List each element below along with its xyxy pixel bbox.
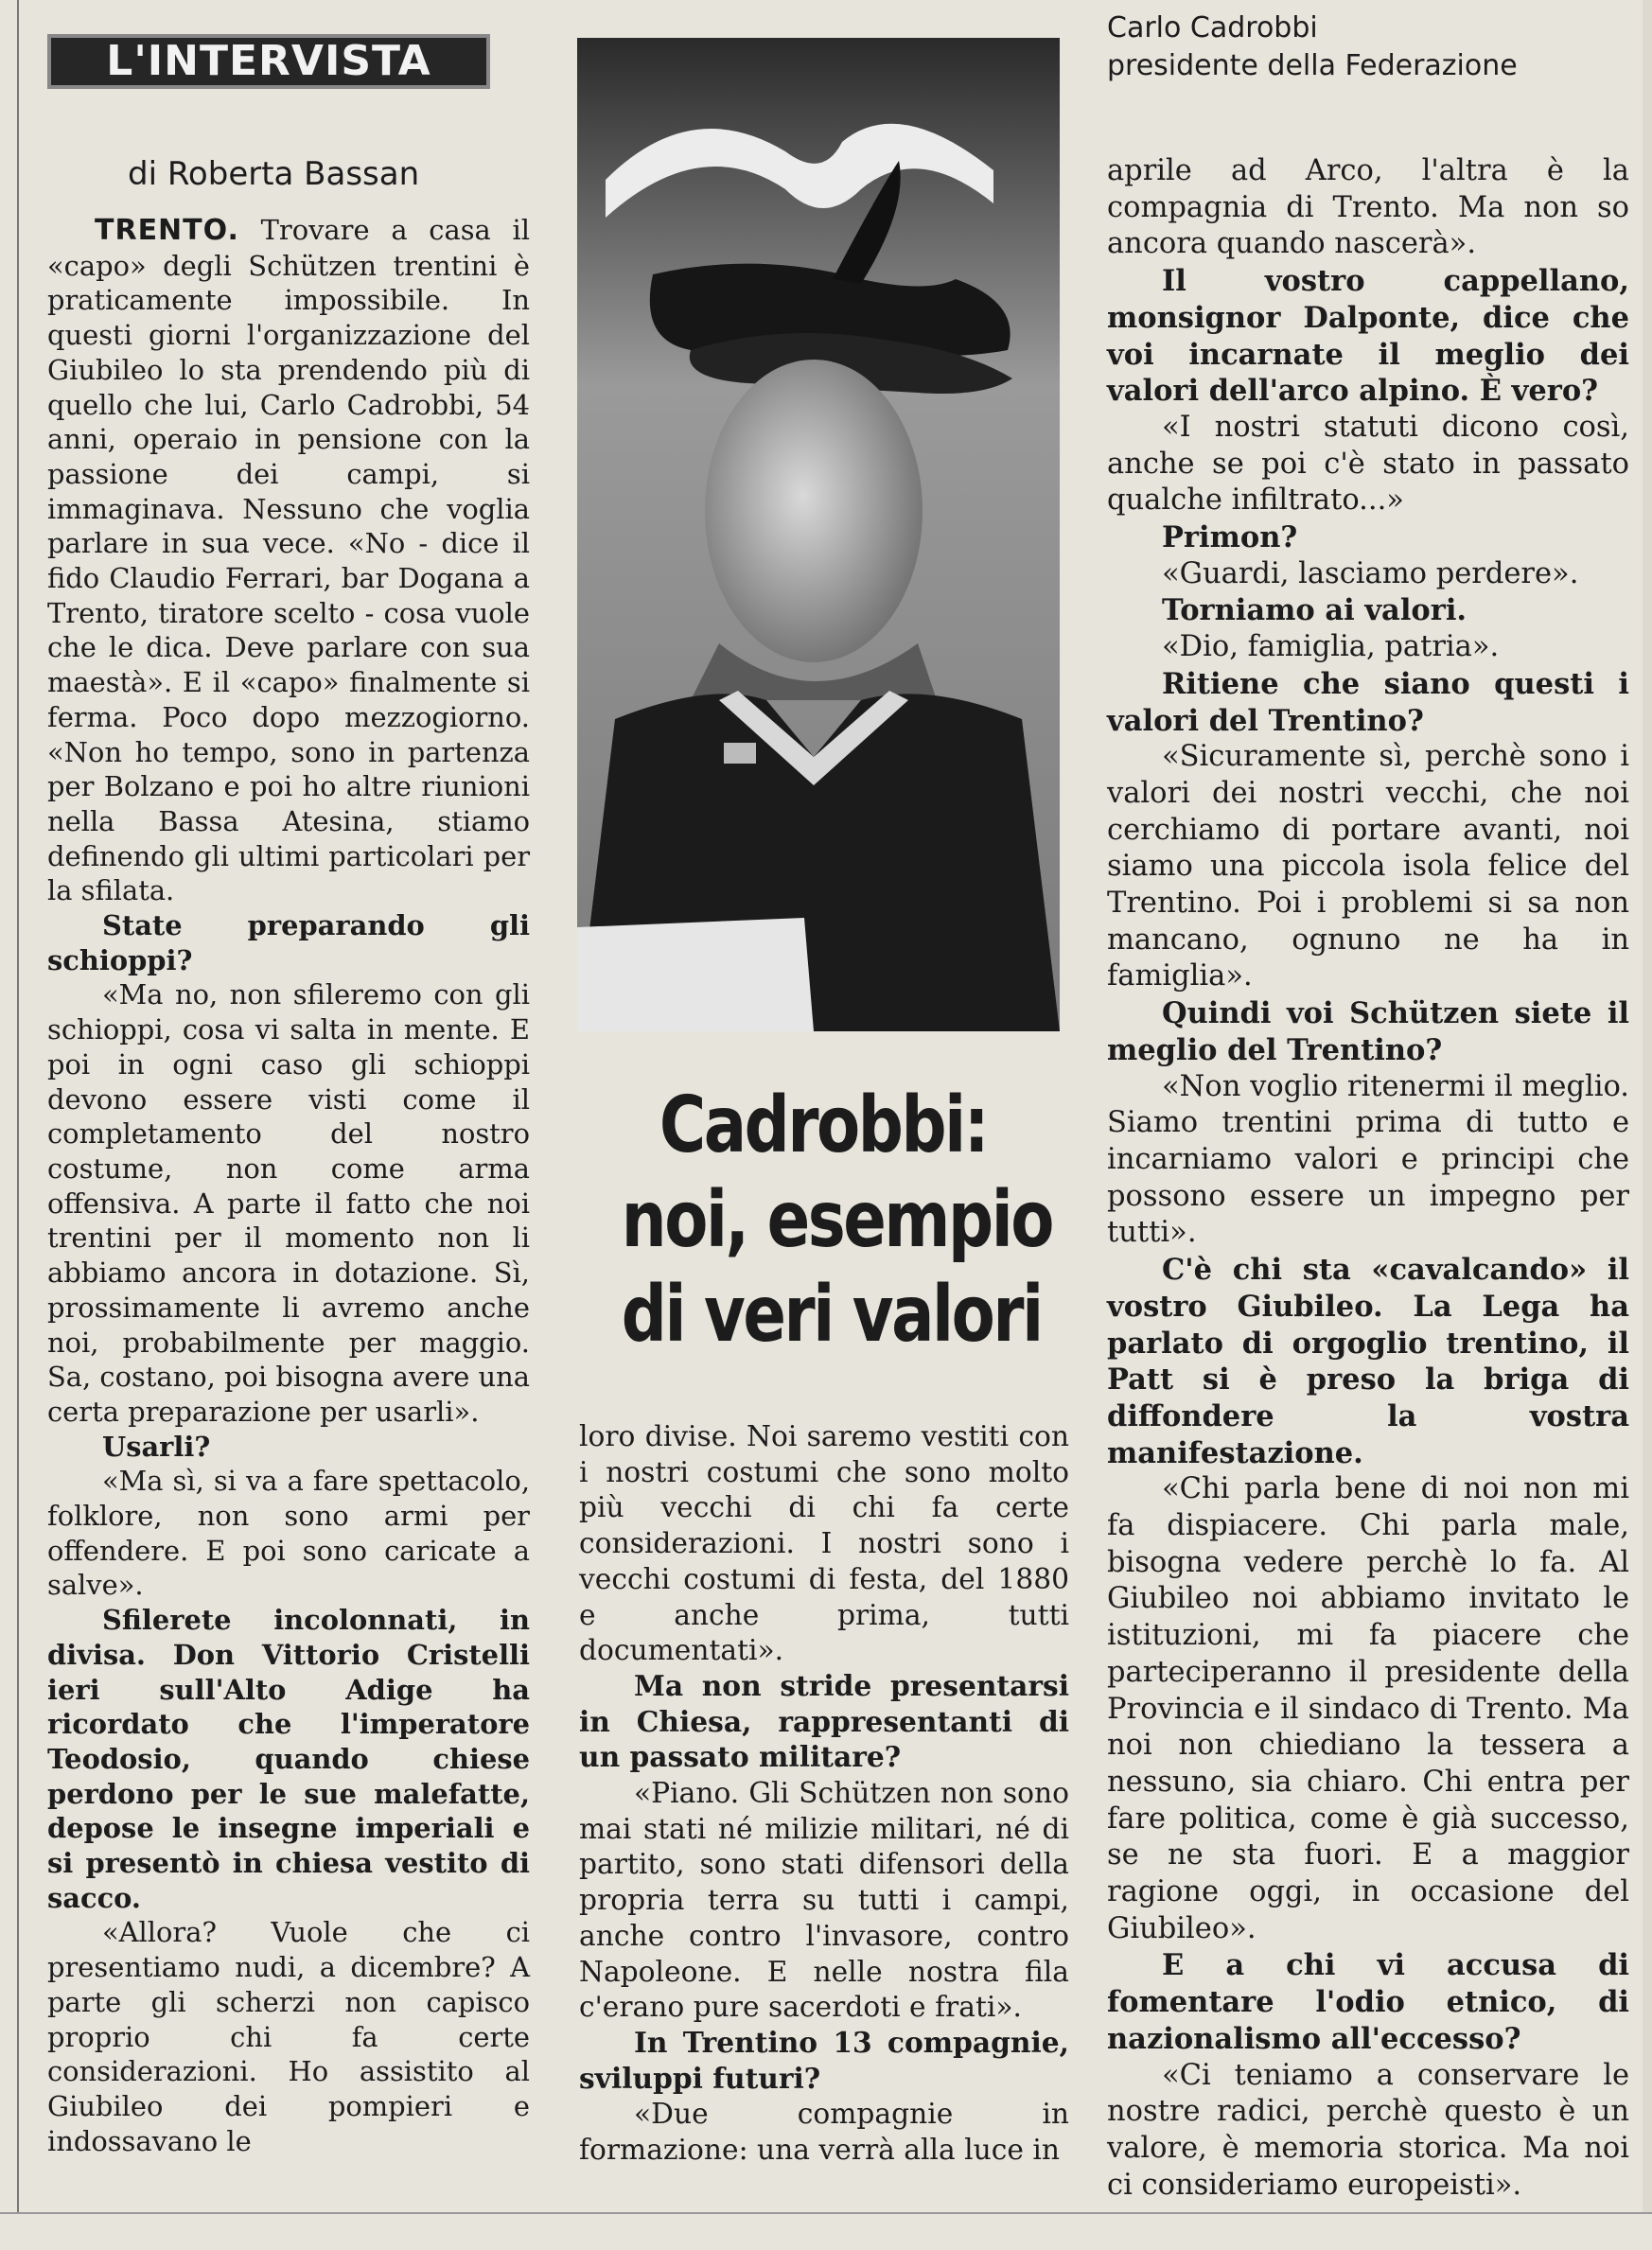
caption-name: Carlo Cadrobbi	[1107, 11, 1318, 44]
answer: «Ma no, non sfileremo con gli schioppi, cosa vi salta in mente. E poi in ogni caso gli schioppi devono essere visti come il completamento del nostro costume, non come arma offensiva. A parte il fatto che noi trentini per il momento non li abbiamo ancora in dotazione. Sì, prossimamente li avremo anche noi, probabilmente per maggio. Sa, costano, poi bisogna avere una certa preparazione per usarli».	[47, 978, 530, 1428]
article-column-2	[579, 1419, 1069, 2169]
dateline: TRENTO.	[95, 214, 239, 247]
question: Ritiene che siano questi i valori del Trentino?	[1107, 666, 1629, 738]
answer: «Ci teniamo a conservare le nostre radici, perchè questo è un valore, è memoria storica. Ma noi ci consideriamo europeisti».	[1107, 2058, 1629, 2202]
question: Il vostro cappellano, monsignor Dalponte, dice che voi incarnate il meglio dei valori dell'arco alpino. È vero?	[1107, 264, 1629, 409]
article-column-3	[1107, 153, 1629, 2204]
lead-text: Trovare a casa il «capo» degli Schützen trentini è praticamente impossibile. In questi giorni l'organizzazione del Giubileo lo sta prendendo più di quello che lui, Carlo Cadrobbi, 54 anni, operaio in pensione con la passione dei campi, si immaginava. Nessuno che voglia parlare in sua vece. «No - dice il fido Claudio Ferrari, bar Dogana a Trento, tiratore scelto - cosa vuole che le dica. Deve parlare con sua maestà». E il «capo» finalmente si ferma. Poco dopo mezzogiorno. «Non ho tempo, sono in partenza per Bolzano e poi ho altre riunioni nella Bassa Atesina, stiamo definendo gli ultimi particolari per la sfilata.	[47, 214, 531, 907]
answer: «Due compagnie in formazione: una verrà alla luce in	[579, 2098, 1069, 2168]
portrait-photo	[577, 38, 1060, 1031]
next-article-strip	[0, 2212, 1652, 2250]
answer: «Guardi, lasciamo perdere».	[1162, 556, 1579, 590]
answer: «Non voglio ritenermi il meglio. Siamo trentini prima di tutto e incarniamo valori e principi che possono essere un impegno per tutti».	[1107, 1069, 1629, 1250]
headline	[621, 1079, 1053, 1362]
question: Usarli?	[102, 1430, 211, 1463]
article-column-1	[47, 213, 530, 2158]
headline-line-2: noi, esempio	[621, 1175, 1053, 1265]
portrait-illustration	[577, 38, 1060, 1031]
adjacent-column-edge	[0, 0, 19, 2248]
answer-continued: aprile ad Arco, l'altra è la compagnia di Trento. Ma non so ancora quando nascerà».	[1107, 154, 1629, 261]
caption-role: presidente della Federazione	[1107, 49, 1518, 82]
question: Primon?	[1162, 520, 1298, 555]
question: C'è chi sta «cavalcando» il vostro Giubileo. La Lega ha parlato di orgoglio trentino, il Patt si è preso la briga di diffondere la vostra manifestazione.	[1107, 1253, 1629, 1470]
answer: «Chi parla bene di noi non mi fa dispiacere. Chi parla male, bisogna vedere perchè lo fa. Al Giubileo noi abbiamo invitato le istituzioni, mi fa piacere che parteciperanno il presidente della Provincia e il sindaco di Trento. Ma noi non chiediano la tessera a nessuno, sia chiaro. Chi entra per fare politica, come è già successo, se ne sta fuori. E a maggior ragione oggi, in occasione del Giubileo».	[1107, 1472, 1629, 1945]
answer-continued: loro divise. Noi saremo vestiti con i nostri costumi che sono molto più vecchi di chi fa certe considerazioni. I nostri sono i vecchi costumi di festa, del 1880 e anche prima, tutti documentati».	[579, 1420, 1069, 1668]
page-right-edge	[1643, 0, 1652, 2248]
question: Torniamo ai valori.	[1162, 593, 1467, 628]
answer: «Allora? Vuole che ci presentiamo nudi, a dicembre? A parte gli scherzi non capisco proprio chi fa certe considerazioni. Ho assistito al Giubileo dei pompieri e indossavano le	[47, 1916, 530, 2157]
answer: «I nostri statuti dicono così, anche se poi c'è stato in passato qualche infiltrato...»	[1107, 410, 1629, 518]
question: Sfilerete incolonnati, in divisa. Don Vittorio Cristelli ieri sull'Alto Adige ha ricordato che l'imperatore Teodosio, quando chiese perdono per le sue malefatte, depose le insegne imperiali e si presentò in chiesa vestito di sacco.	[47, 1604, 530, 1914]
headline-line-3: di veri valori	[621, 1270, 1042, 1360]
lead-paragraph	[47, 213, 530, 908]
photo-caption	[1107, 9, 1637, 85]
question: In Trentino 13 compagnie, sviluppi futuri?	[579, 2026, 1069, 2096]
question: Ma non stride presentarsi in Chiesa, rappresentanti di un passato militare?	[579, 1669, 1069, 1775]
answer: «Dio, famiglia, patria».	[1162, 630, 1500, 664]
question: Quindi voi Schützen siete il meglio del Trentino?	[1107, 996, 1629, 1067]
byline: di Roberta Bassan	[128, 155, 420, 193]
section-tag: L'INTERVISTA	[47, 34, 490, 89]
headline-line-1: Cadrobbi:	[659, 1081, 988, 1170]
question: E a chi vi accusa di fomentare l'odio etnico, di nazionalismo all'eccesso?	[1107, 1948, 1629, 2056]
answer: «Sicuramente sì, perchè sono i valori dei nostri vecchi, che noi cerchiamo di portare avanti, noi siamo una piccola isola felice del Trentino. Poi i problemi si sa non mancano, ognuno ne ha in famiglia».	[1107, 740, 1629, 993]
answer: «Ma sì, si va a fare spettacolo, folklore, non sono armi per offendere. E poi sono caricate a salve».	[47, 1465, 530, 1602]
question: State preparando gli schioppi?	[47, 909, 530, 976]
answer: «Piano. Gli Schützen non sono mai stati né milizie militari, né di partito, sono stati difensori della propria terra su tutti i campi, anche contro l'invasore, contro Napoleone. E nelle nostra fila c'erano pure sacerdoti e frati».	[579, 1777, 1069, 2025]
